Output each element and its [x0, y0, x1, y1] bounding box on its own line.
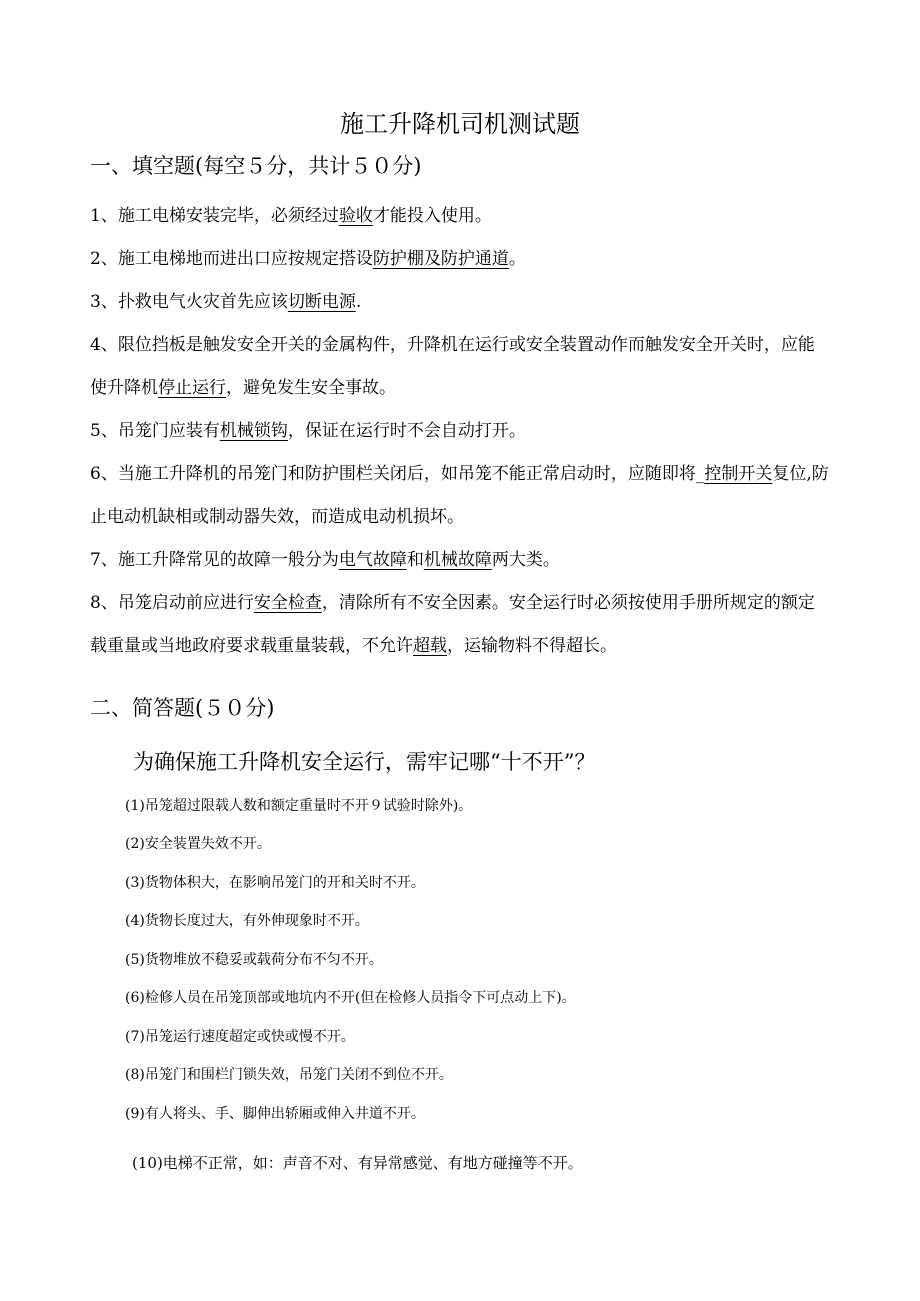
question-text: ，保证在运行时不会自动打开。 — [287, 421, 526, 441]
answer-blank: 切断电源 — [287, 292, 356, 312]
answer-blank: 机械故障 — [423, 550, 492, 570]
question-text: 才能投入使用。 — [372, 206, 492, 226]
rule-item-5: (5)货物堆放不稳妥或载荷分布不匀不开。 — [125, 952, 383, 968]
short-answer-question: 为确保施工升降机安全运行，需牢记哪“十不开”？ — [133, 750, 596, 774]
rule-item-6: (6)检修人员在吊笼顶部或地坑内不开(但在检修人员指令下可点动上下)。 — [125, 990, 576, 1006]
rule-item-3: (3)货物体积大，在影响吊笼门的开和关时不开。 — [125, 875, 425, 891]
question-text: . — [355, 292, 362, 312]
question-text: 7、施工升降常见的故障一般分为 — [90, 550, 339, 570]
fill-in-questions — [90, 195, 830, 668]
fill-question-5 — [90, 410, 830, 453]
fill-question-7 — [90, 539, 830, 582]
fill-question-2 — [90, 238, 830, 281]
document-title: 施工升降机司机测试题 — [340, 110, 580, 138]
fill-question-3 — [90, 281, 830, 324]
answer-blank: 验收 — [338, 206, 373, 226]
answer-blank: 停止运行 — [158, 378, 226, 398]
question-text: ，清除所有不安全因素。安全运行时必须按使用手册所规定的额定载重量或当地政府要求载重量装载，不允许 — [90, 593, 815, 656]
question-text: 。 — [508, 249, 526, 269]
rule-item-8: (8)吊笼门和围栏门锁失效，吊笼门关闭不到位不开。 — [125, 1067, 453, 1083]
question-text: 1、施工电梯安装完毕，必须经过 — [90, 206, 339, 226]
rule-item-10: (10)电梯不正常，如：声音不对、有异常感觉、有地方碰撞等不开。 — [132, 1154, 583, 1172]
rule-item-9: (9)有人将头、手、脚伸出轿厢或伸入井道不开。 — [125, 1106, 425, 1122]
answer-blank: 安全检查 — [253, 593, 322, 613]
question-text: 复位,防止电动机缺相或制动器失效，而造成电动机损坏。 — [90, 464, 829, 527]
question-text: ，避免发生安全事故。 — [226, 378, 396, 398]
answer-blank: 控制开关 — [704, 464, 773, 484]
question-text: 8、吊笼启动前应进行 — [90, 593, 254, 613]
answer-blank: 超载 — [413, 636, 447, 656]
question-text: 3、扑救电气火灾首先应该 — [90, 292, 288, 312]
rule-item-7: (7)吊笼运行速度超定或快或慢不开。 — [125, 1029, 355, 1045]
fill-question-8 — [90, 582, 830, 668]
question-text: 4、限位挡板是触发安全开关的金属构件，升降机在运行或安全装置动作而触发安全开关时，应能使升降机 — [90, 335, 815, 398]
question-text: ，运输物料不得超长。 — [447, 636, 617, 656]
section-heading-short-answer: 二、简答题(５０分) — [90, 696, 275, 720]
question-text: 6、当施工升降机的吊笼门和防护围栏关闭后，如吊笼不能正常启动时，应随即将_ — [90, 464, 705, 484]
fill-question-4 — [90, 324, 830, 410]
answer-blank: 电气故障 — [338, 550, 407, 570]
answer-blank: 防护棚及防护通道 — [372, 249, 509, 269]
question-text: 5、吊笼门应装有 — [90, 421, 220, 441]
question-text: 2、施工电梯地而进出口应按规定搭设 — [90, 249, 373, 269]
fill-question-1 — [90, 195, 830, 238]
rule-item-1: (1)吊笼超过限载人数和额定重量时不开９试验时除外)。 — [125, 798, 473, 814]
fill-question-6 — [90, 453, 830, 539]
question-text: 两大类。 — [491, 550, 560, 570]
section-heading-fill-in: 一、填空题(每空５分，共计５０分) — [90, 154, 422, 178]
rule-item-4: (4)货物长度过大，有外伸现象时不开。 — [125, 913, 369, 929]
rule-item-2: (2)安全装置失效不开。 — [125, 836, 271, 852]
answer-blank: 机械锁钩 — [219, 421, 288, 441]
question-text: 和 — [406, 550, 424, 570]
